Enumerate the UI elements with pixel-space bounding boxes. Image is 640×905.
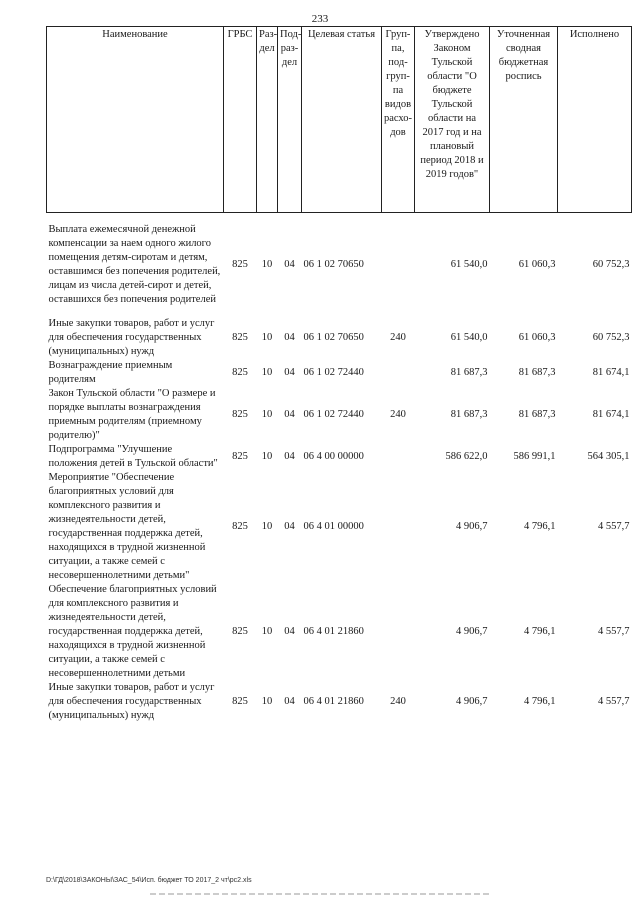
cell-target: 06 4 00 00000 bbox=[303, 451, 364, 462]
header-executed: Исполнено bbox=[558, 27, 632, 213]
table-row bbox=[47, 471, 632, 583]
cell-podrazdel: 04 bbox=[284, 451, 295, 462]
cell-group: 240 bbox=[390, 409, 406, 420]
cell-approved: 61 540,0 bbox=[450, 259, 488, 270]
table-row bbox=[47, 387, 632, 443]
header-grbs: ГРБС bbox=[224, 27, 257, 213]
cell-executed: 60 752,3 bbox=[592, 259, 630, 270]
table-header bbox=[47, 27, 632, 213]
cell-executed: 60 752,3 bbox=[592, 332, 630, 343]
cell-executed: 4 557,7 bbox=[598, 696, 630, 707]
file-path-footer: D:\ГД\2018\ЗАКОНЫ\ЗАС_54\Исп. бюджет ТО 2017_2 чт\рс2.xls bbox=[46, 877, 252, 884]
header-target: Целевая статья bbox=[302, 27, 382, 213]
cell-razdel: 10 bbox=[261, 367, 273, 378]
table-row bbox=[47, 583, 632, 681]
cell-approved: 4 906,7 bbox=[456, 521, 488, 532]
cell-razdel: 10 bbox=[261, 259, 273, 270]
cell-grbs: 825 bbox=[232, 332, 248, 343]
cell-name: Иные закупки товаров, работ и услуг для обеспечения государственных (муниципальных) нужд bbox=[48, 682, 215, 721]
cell-podrazdel: 04 bbox=[284, 626, 295, 637]
cell-razdel: 10 bbox=[261, 409, 273, 420]
cell-podrazdel: 04 bbox=[284, 696, 295, 707]
cell-name: Иные закупки товаров, работ и услуг для обеспечения государственных (муниципальных) нужд bbox=[48, 318, 215, 357]
cell-target: 06 1 02 70650 bbox=[303, 332, 364, 343]
cell-executed: 4 557,7 bbox=[598, 521, 630, 532]
cell-refined: 4 796,1 bbox=[524, 696, 556, 707]
cell-target: 06 1 02 70650 bbox=[303, 259, 364, 270]
cell-target: 06 4 01 21860 bbox=[303, 626, 364, 637]
table-row bbox=[47, 359, 632, 387]
cell-group bbox=[382, 583, 415, 681]
cell-approved: 61 540,0 bbox=[450, 332, 488, 343]
header-razdel: Раз-дел bbox=[257, 27, 278, 213]
cell-executed: 564 305,1 bbox=[587, 451, 630, 462]
cell-refined: 4 796,1 bbox=[524, 626, 556, 637]
cell-group bbox=[382, 471, 415, 583]
table-body bbox=[47, 213, 632, 724]
cell-target: 06 1 02 72440 bbox=[303, 367, 364, 378]
cell-grbs: 825 bbox=[232, 409, 248, 420]
cell-podrazdel: 04 bbox=[284, 409, 295, 420]
cell-podrazdel: 04 bbox=[284, 332, 295, 343]
cell-target: 06 1 02 72440 bbox=[303, 409, 364, 420]
cell-refined: 81 687,3 bbox=[518, 409, 556, 420]
cell-grbs: 825 bbox=[232, 626, 248, 637]
cell-group bbox=[382, 443, 415, 471]
cell-razdel: 10 bbox=[261, 696, 273, 707]
table-row bbox=[47, 681, 632, 723]
cell-executed: 81 674,1 bbox=[592, 367, 630, 378]
cell-approved: 586 622,0 bbox=[445, 451, 488, 462]
cell-grbs: 825 bbox=[232, 259, 248, 270]
cell-refined: 586 991,1 bbox=[513, 451, 556, 462]
cell-grbs: 825 bbox=[232, 367, 248, 378]
table-row bbox=[47, 317, 632, 359]
cell-refined: 61 060,3 bbox=[518, 259, 556, 270]
cell-approved: 81 687,3 bbox=[450, 367, 488, 378]
cell-name: Обеспечение благоприятных условий для комплексного развития и жизнедеятельности детей, государственная поддержка детей, находящихся в трудной жизненной ситуации, а также семей с несовершеннолетними детьми bbox=[48, 584, 217, 679]
cell-razdel: 10 bbox=[261, 332, 273, 343]
cell-group bbox=[382, 359, 415, 387]
page-number: 233 bbox=[311, 13, 329, 25]
cell-approved: 4 906,7 bbox=[456, 696, 488, 707]
cell-name: Закон Тульской области "О размере и порядке выплаты вознаграждения приемным родителям (приемному родителю)" bbox=[48, 388, 216, 441]
table-row bbox=[47, 223, 632, 307]
cell-name: Мероприятие "Обеспечение благоприятных условий для комплексного развития и жизнедеятельности детей, государственная поддержка детей, находящихся в трудной жизненной ситуации, а также семей с несовершеннолетними детьми" bbox=[48, 472, 206, 581]
header-refined: Уточненная сводная бюджетная роспись bbox=[490, 27, 558, 213]
cell-razdel: 10 bbox=[261, 521, 273, 532]
cell-refined: 81 687,3 bbox=[518, 367, 556, 378]
cell-grbs: 825 bbox=[232, 521, 248, 532]
cell-group bbox=[382, 223, 415, 307]
cell-podrazdel: 04 bbox=[284, 521, 295, 532]
budget-table bbox=[46, 26, 632, 723]
cell-group: 240 bbox=[390, 332, 406, 343]
cell-name: Подпрограмма "Улучшение положения детей в Тульской области" bbox=[48, 444, 218, 469]
cell-refined: 61 060,3 bbox=[518, 332, 556, 343]
cell-grbs: 825 bbox=[232, 696, 248, 707]
cell-grbs: 825 bbox=[232, 451, 248, 462]
cell-executed: 81 674,1 bbox=[592, 409, 630, 420]
cell-group: 240 bbox=[390, 696, 406, 707]
header-group: Груп-па, под-груп-па видов расхо-дов bbox=[382, 27, 415, 213]
cell-razdel: 10 bbox=[261, 451, 273, 462]
header-podrazdel: Под-раз-дел bbox=[278, 27, 302, 213]
table-row bbox=[47, 443, 632, 471]
header-approved: Утверждено Законом Тульской области "О бюджете Тульской области на 2017 год и на плановый период 2018 и 2019 годов" bbox=[415, 27, 490, 213]
cell-podrazdel: 04 bbox=[284, 367, 295, 378]
cell-podrazdel: 04 bbox=[284, 259, 295, 270]
cell-approved: 4 906,7 bbox=[456, 626, 488, 637]
cell-approved: 81 687,3 bbox=[450, 409, 488, 420]
cell-razdel: 10 bbox=[261, 626, 273, 637]
cell-name: Вознаграждение приемным родителям bbox=[48, 360, 173, 385]
cell-name: Выплата ежемесячной денежной компенсации за наем одного жилого помещения детям-сиротам и детям, оставшимся без попечения родителей, лицам из числа детей-сирот и детей, оставшихся без попечения родителей bbox=[48, 224, 221, 305]
header-name: Наименование bbox=[47, 27, 224, 213]
scan-artifact bbox=[150, 893, 490, 895]
cell-refined: 4 796,1 bbox=[524, 521, 556, 532]
cell-executed: 4 557,7 bbox=[598, 626, 630, 637]
cell-target: 06 4 01 21860 bbox=[303, 696, 364, 707]
cell-target: 06 4 01 00000 bbox=[303, 521, 364, 532]
